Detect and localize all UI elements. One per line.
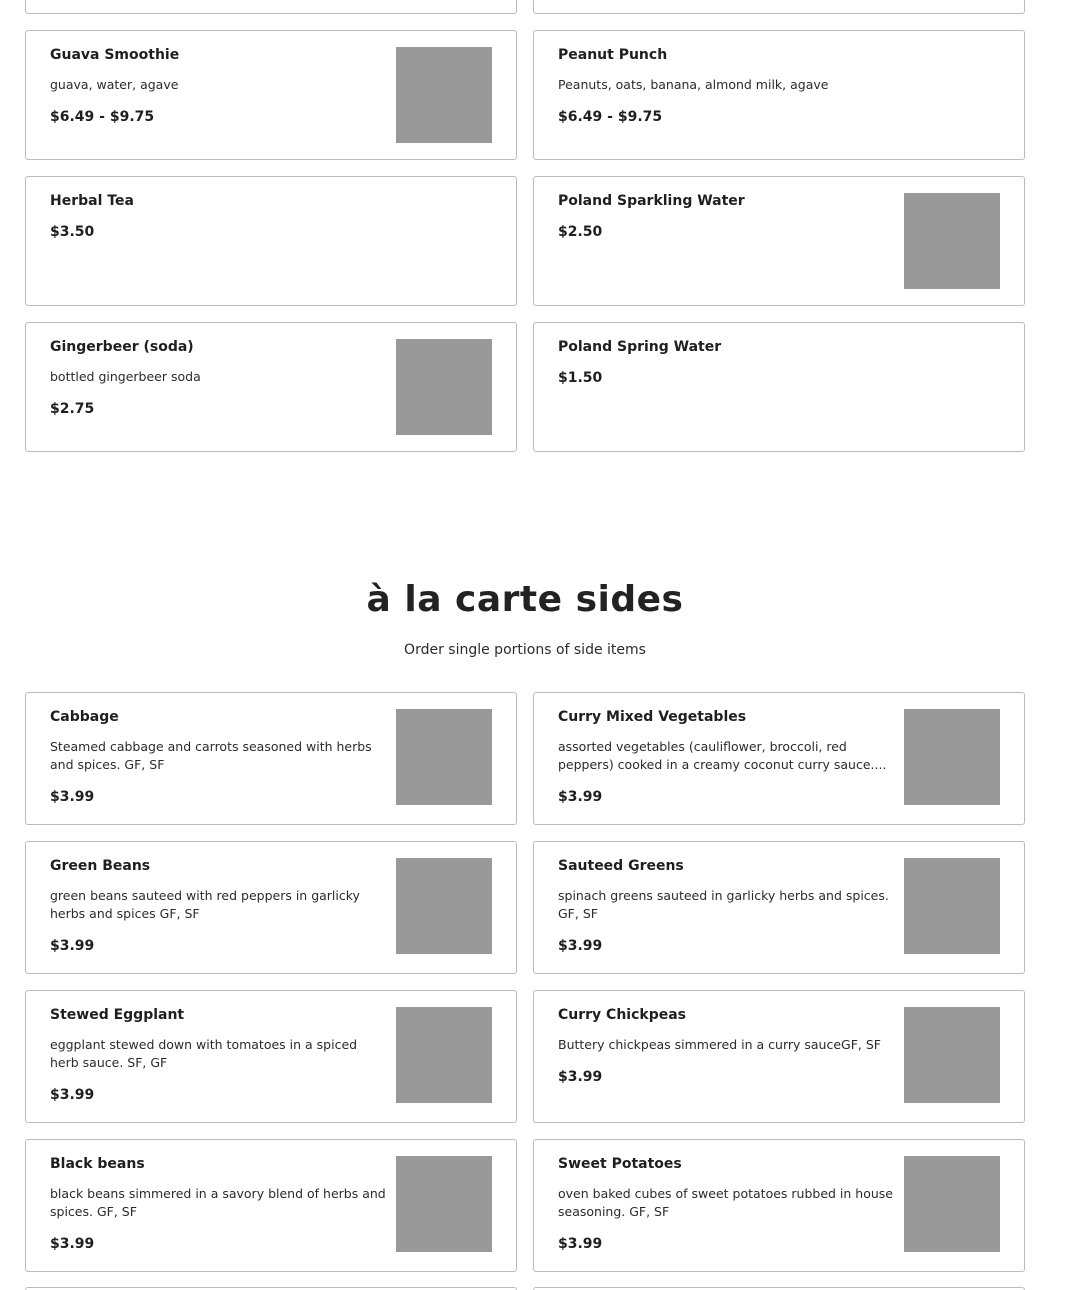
menu-item-card-gingerbeer[interactable] — [25, 322, 517, 452]
item-description: green beans sauteed with red peppers in garlicky herbs and spices GF, SF — [50, 888, 360, 921]
menu-item-card-sauteed-greens[interactable] — [533, 841, 1025, 974]
menu-item-card-stewed-eggplant[interactable] — [25, 990, 517, 1123]
item-name: Gingerbeer (soda) — [50, 339, 194, 355]
item-price: $3.99 — [50, 1087, 95, 1103]
item-name: Black beans — [50, 1156, 145, 1172]
item-name: Cabbage — [50, 709, 119, 725]
item-name: Poland Spring Water — [558, 339, 722, 355]
item-price: $3.99 — [50, 938, 95, 954]
item-image — [904, 193, 1000, 289]
item-name: Peanut Punch — [558, 47, 668, 63]
item-description: eggplant stewed down with tomatoes in a spiced herb sauce. SF, GF — [50, 1037, 358, 1070]
item-image — [396, 1007, 492, 1103]
item-price: $1.50 — [558, 370, 603, 386]
item-name: Curry Chickpeas — [558, 1007, 686, 1023]
menu-item-card-black-beans[interactable] — [25, 1139, 517, 1272]
menu-item-card-poland-spring-water[interactable] — [533, 322, 1025, 452]
menu-item-card-partial[interactable] — [533, 0, 1025, 14]
item-name: Stewed Eggplant — [50, 1007, 185, 1023]
item-description: oven baked cubes of sweet potatoes rubbed in house seasoning. GF, SF — [558, 1186, 893, 1219]
item-description: guava, water, agave — [50, 77, 179, 92]
item-name: Guava Smoothie — [50, 47, 180, 63]
item-name: Sauteed Greens — [558, 858, 684, 874]
item-image — [904, 1156, 1000, 1252]
item-description: bottled gingerbeer soda — [50, 369, 201, 384]
item-price: $3.99 — [558, 938, 603, 954]
item-image — [396, 709, 492, 805]
item-price: $2.50 — [558, 224, 603, 240]
section-subtitle: Order single portions of side items — [404, 642, 646, 658]
menu-item-card-curry-mixed-vegetables[interactable] — [533, 692, 1025, 825]
item-description: Peanuts, oats, banana, almond milk, agave — [558, 77, 829, 92]
item-name: Curry Mixed Vegetables — [558, 709, 747, 725]
item-image — [396, 1156, 492, 1252]
item-price: $3.99 — [50, 789, 95, 805]
section-title: à la carte sides — [366, 579, 684, 620]
item-price: $2.75 — [50, 401, 95, 417]
menu-item-card-partial[interactable] — [25, 0, 517, 14]
item-image — [396, 47, 492, 143]
item-price: $3.99 — [558, 789, 603, 805]
item-description: spinach greens sauteed in garlicky herbs and spices. GF, SF — [558, 888, 889, 921]
menu-item-card-peanut-punch[interactable] — [533, 30, 1025, 160]
item-description: Buttery chickpeas simmered in a curry sauceGF, SF — [558, 1037, 881, 1052]
menu-item-card-curry-chickpeas[interactable] — [533, 990, 1025, 1123]
menu-item-card-cabbage[interactable] — [25, 692, 517, 825]
item-name: Herbal Tea — [50, 193, 134, 209]
item-price: $3.99 — [558, 1236, 603, 1252]
menu-item-card-herbal-tea[interactable] — [25, 176, 517, 306]
item-price: $3.99 — [558, 1069, 603, 1085]
item-price: $3.99 — [50, 1236, 95, 1252]
item-image — [396, 339, 492, 435]
item-price: $3.50 — [50, 224, 95, 240]
menu-item-card-green-beans[interactable] — [25, 841, 517, 974]
item-name: Green Beans — [50, 858, 151, 874]
item-description: Steamed cabbage and carrots seasoned with herbs and spices. GF, SF — [50, 739, 372, 772]
item-image — [904, 1007, 1000, 1103]
menu-item-card-poland-sparkling-water[interactable] — [533, 176, 1025, 306]
item-image — [396, 858, 492, 954]
item-image — [904, 858, 1000, 954]
menu-item-card-guava-smoothie[interactable] — [25, 30, 517, 160]
item-price: $6.49 - $9.75 — [558, 109, 663, 125]
item-image — [904, 709, 1000, 805]
item-name: Poland Sparkling Water — [558, 193, 745, 209]
menu-item-card-sweet-potatoes[interactable] — [533, 1139, 1025, 1272]
item-description: black beans simmered in a savory blend of herbs and spices. GF, SF — [50, 1186, 386, 1219]
item-name: Sweet Potatoes — [558, 1156, 682, 1172]
item-description: assorted vegetables (cauliflower, broccoli, red peppers) cooked in a creamy coconut curry sauce.... — [558, 739, 887, 772]
item-price: $6.49 - $9.75 — [50, 109, 155, 125]
